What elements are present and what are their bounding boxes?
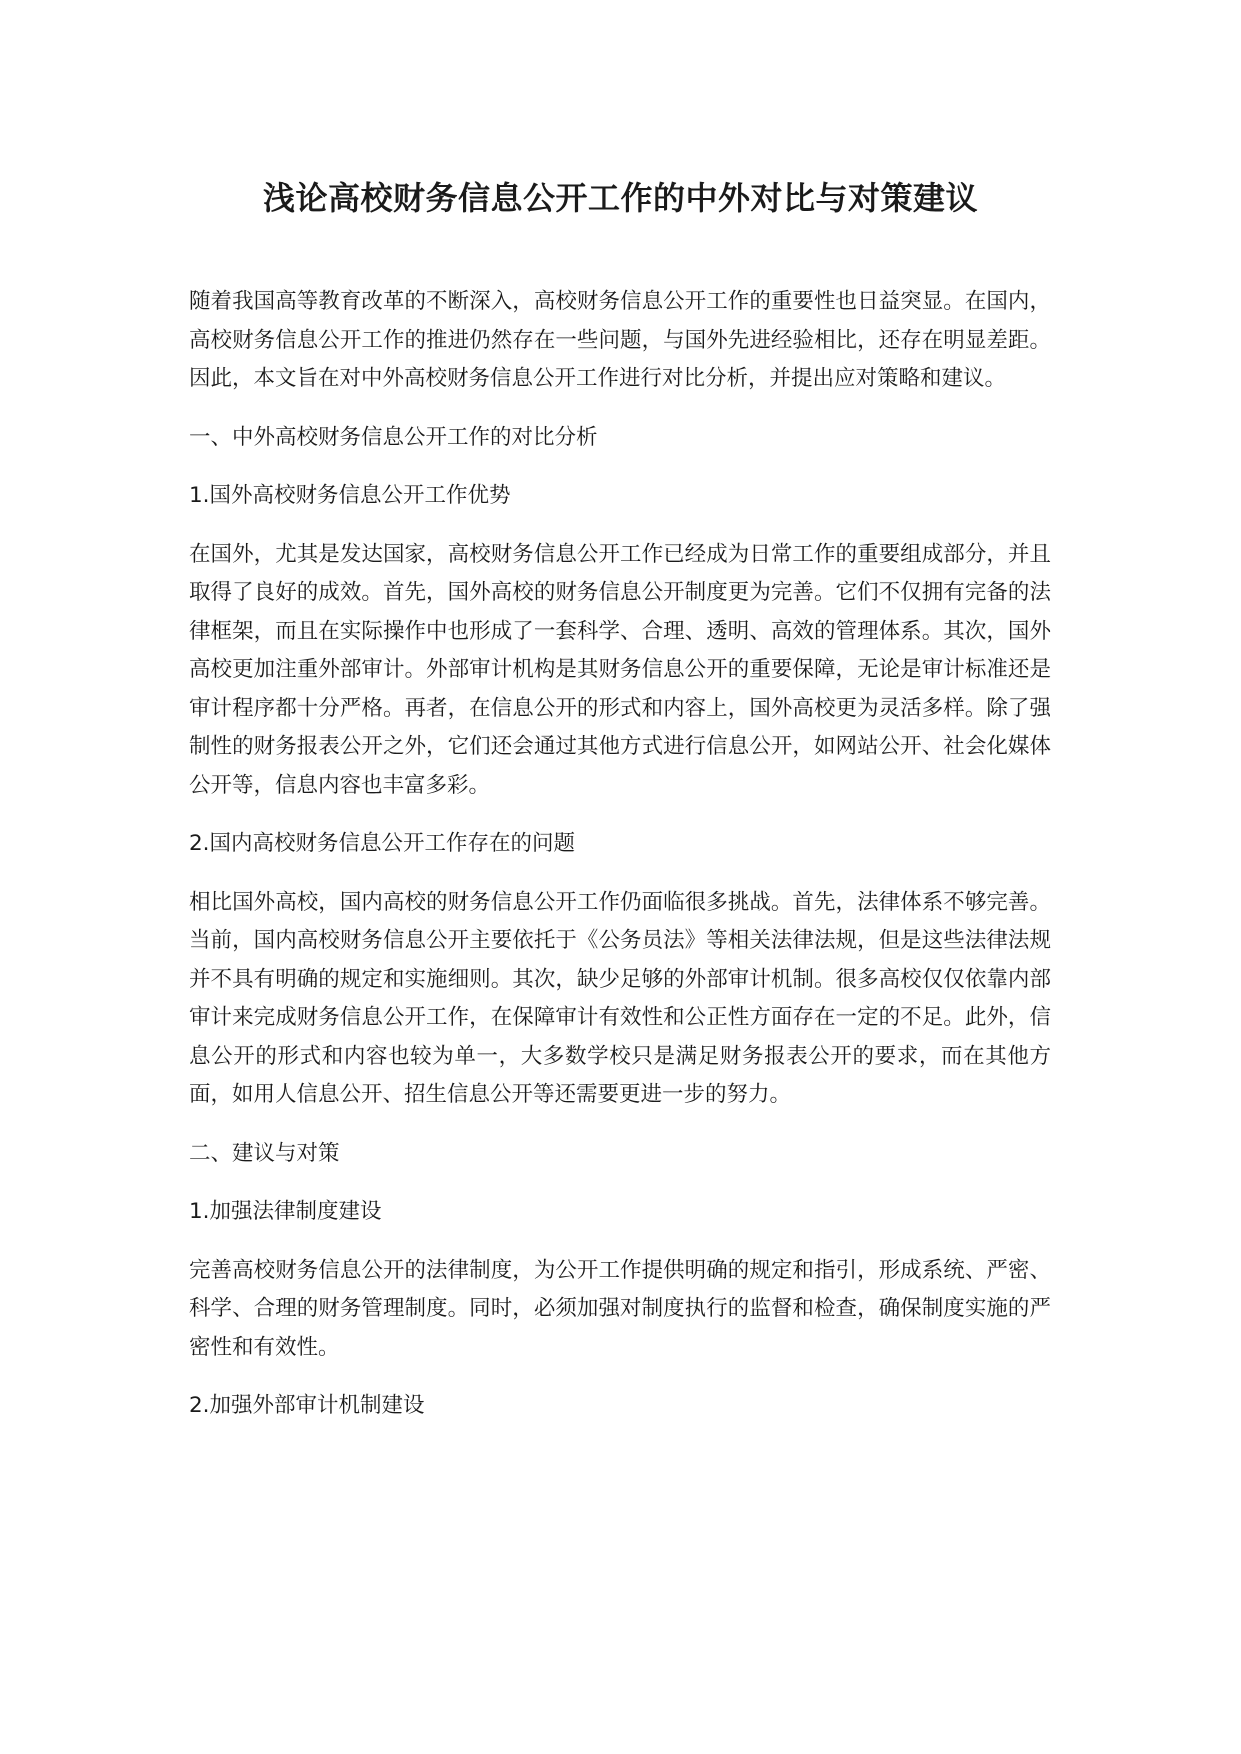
intro-paragraph: 随着我国高等教育改革的不断深入，高校财务信息公开工作的重要性也日益突显。在国内，高校财务信息公开工作的推进仍然存在一些问题，与国外先进经验相比，还存在明显差距。因此，本文旨在对中外高校财务信息公开工作进行对比分析，并提出应对策略和建议。	[189, 289, 1051, 391]
document-title: 浅论高校财务信息公开工作的中外对比与对策建议	[262, 179, 978, 217]
subsection-heading-legal-system: 1.加强法律制度建设	[189, 1199, 382, 1224]
subsection-heading-domestic-problems: 2.国内高校财务信息公开工作存在的问题	[189, 831, 576, 856]
section-heading-comparison: 一、中外高校财务信息公开工作的对比分析	[189, 424, 598, 450]
paragraph-foreign-advantages: 在国外，尤其是发达国家，高校财务信息公开工作已经成为日常工作的重要组成部分，并且取得了良好的成效。首先，国外高校的财务信息公开制度更为完善。它们不仅拥有完备的法律框架，而且在实际操作中也形成了一套科学、合理、透明、高效的管理体系。其次，国外高校更加注重外部审计。外部审计机构是其财务信息公开的重要保障，无论是审计标准还是审计程序都十分严格。再者，在信息公开的形式和内容上，国外高校更为灵活多样。除了强制性的财务报表公开之外，它们还会通过其他方式进行信息公开，如网站公开、社会化媒体公开等，信息内容也丰富多彩。	[189, 541, 1051, 798]
subsection-heading-external-audit: 2.加强外部审计机制建设	[189, 1393, 425, 1418]
document-body	[189, 283, 1051, 1426]
paragraph-legal-system: 完善高校财务信息公开的法律制度，为公开工作提供明确的规定和指引，形成系统、严密、科学、合理的财务管理制度。同时，必须加强对制度执行的监督和检查，确保制度实施的严密性和有效性。	[189, 1257, 1051, 1360]
subsection-heading-foreign-advantages: 1.国外高校财务信息公开工作优势	[189, 483, 511, 508]
paragraph-domestic-problems: 相比国外高校，国内高校的财务信息公开工作仍面临很多挑战。首先，法律体系不够完善。当前，国内高校财务信息公开主要依托于《公务员法》等相关法律法规，但是这些法律法规并不具有明确的规定和实施细则。其次，缺少足够的外部审计机制。很多高校仅仅依靠内部审计来完成财务信息公开工作，在保障审计有效性和公正性方面存在一定的不足。此外，信息公开的形式和内容也较为单一，大多数学校只是满足财务报表公开的要求，而在其他方面，如用人信息公开、招生信息公开等还需要更进一步的努力。	[189, 889, 1051, 1107]
section-heading-recommendations: 二、建议与对策	[189, 1140, 340, 1166]
